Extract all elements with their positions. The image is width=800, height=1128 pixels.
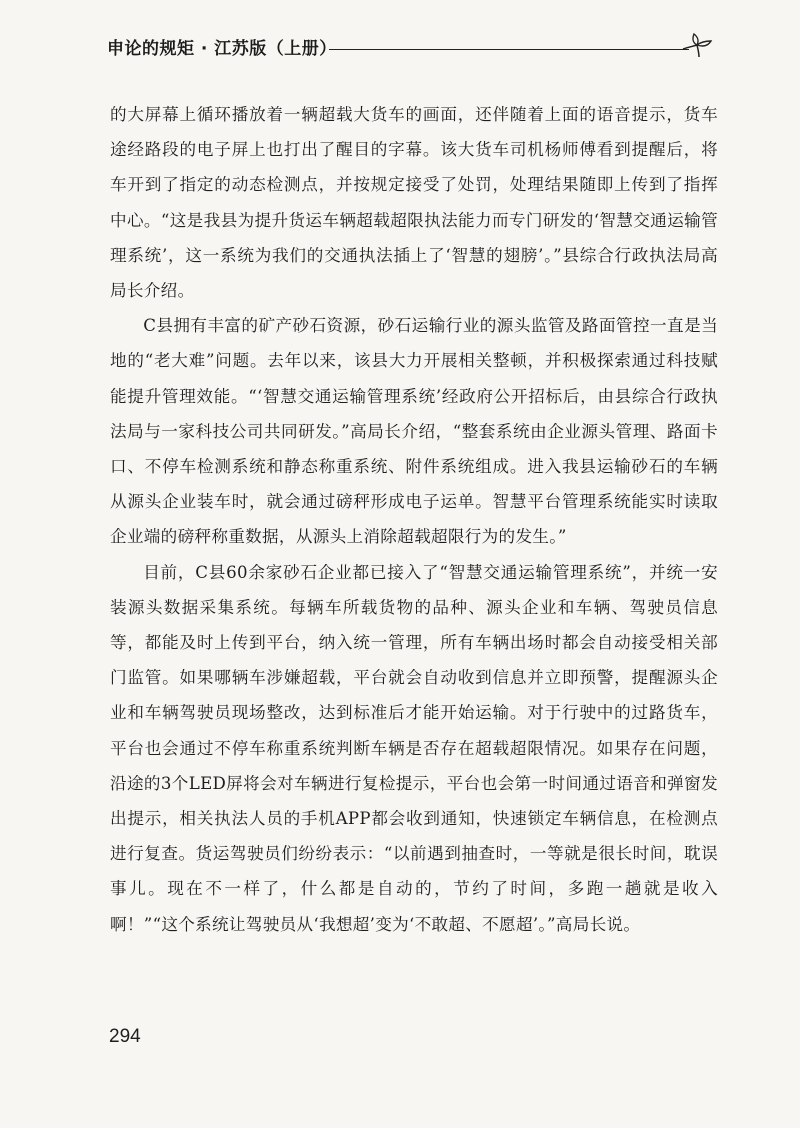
paragraph-continuation: 的大屏幕上循环播放着一辆超载大货车的画面，还伴随着上面的语音提示，货车途经路段的电子屏上也打出了醒目的字幕。该大货车司机杨师傅看到提醒后，将车开到了指定的动态检测点，并按规定接受了处罚，处理结果随即上传到了指挥中心。“这是我县为提升货运车辆超载超限执法能力而专门研发的‘智慧交通运输管理系统’，这一系统为我们的交通执法插上了‘智慧的翅膀’。”县综合行政执法局高局长介绍。 [110,105,718,301]
running-header [107,30,719,62]
paragraph: 目前，C县60余家砂石企业都已接入了“智慧交通运输管理系统”，并统一安装源头数据采集系统。每辆车所载货物的品种、源头企业和车辆、驾驶员信息等，都能及时上传到平台，纳入统一管理，所有车辆出场时都会自动接受相关部门监管。如果哪辆车涉嫌超载，平台就会自动收到信息并立即预警，提醒源头企业和车辆驾驶员现场整改，达到标准后才能开始运输。对于行驶中的过路货车，平台也会通过不停车称重系统判断车辆是否存在超载超限情况。如果存在问题，沿途的3个LED屏将会对车辆进行复检提示，平台也会第一时间通过语音和弹窗发出提示，相关执法人员的手机APP都会收到通知，快速锁定车辆信息，在检测点进行复查。货运驾驶员们纷纷表示：“以前遇到抽查时，一等就是很长时间，耽误事儿。现在不一样了，什么都是自动的，节约了时间，多跑一趟就是收入啊！”“这个系统让驾驶员从‘我想超’变为‘不敢超、不愿超’。”高局长说。 [110,562,718,934]
sprout-icon [681,30,717,60]
header-rule [329,49,689,50]
paragraph: C县拥有丰富的矿产砂石资源，砂石运输行业的源头监管及路面管控一直是当地的“老大难”问题。去年以来，该县大力开展相关整顿，并积极探索通过科技赋能提升管理效能。“‘智慧交通运输管理系统’经政府公开招标后，由县综合行政执法局与一家科技公司共同研发。”高局长介绍，“整套系统由企业源头管理、路面卡口、不停车检测系统和静态称重系统、附件系统组成。进入我县运输砂石的车辆从源头企业装车时，就会通过磅秤形成电子运单。智慧平台管理系统能实时读取企业端的磅秤称重数据，从源头上消除超载超限行为的发生。” [110,316,718,547]
book-title: 申论的规矩 · 江苏版（上册） [107,39,337,59]
body-text [110,97,718,942]
page-number: 294 [109,1026,141,1047]
